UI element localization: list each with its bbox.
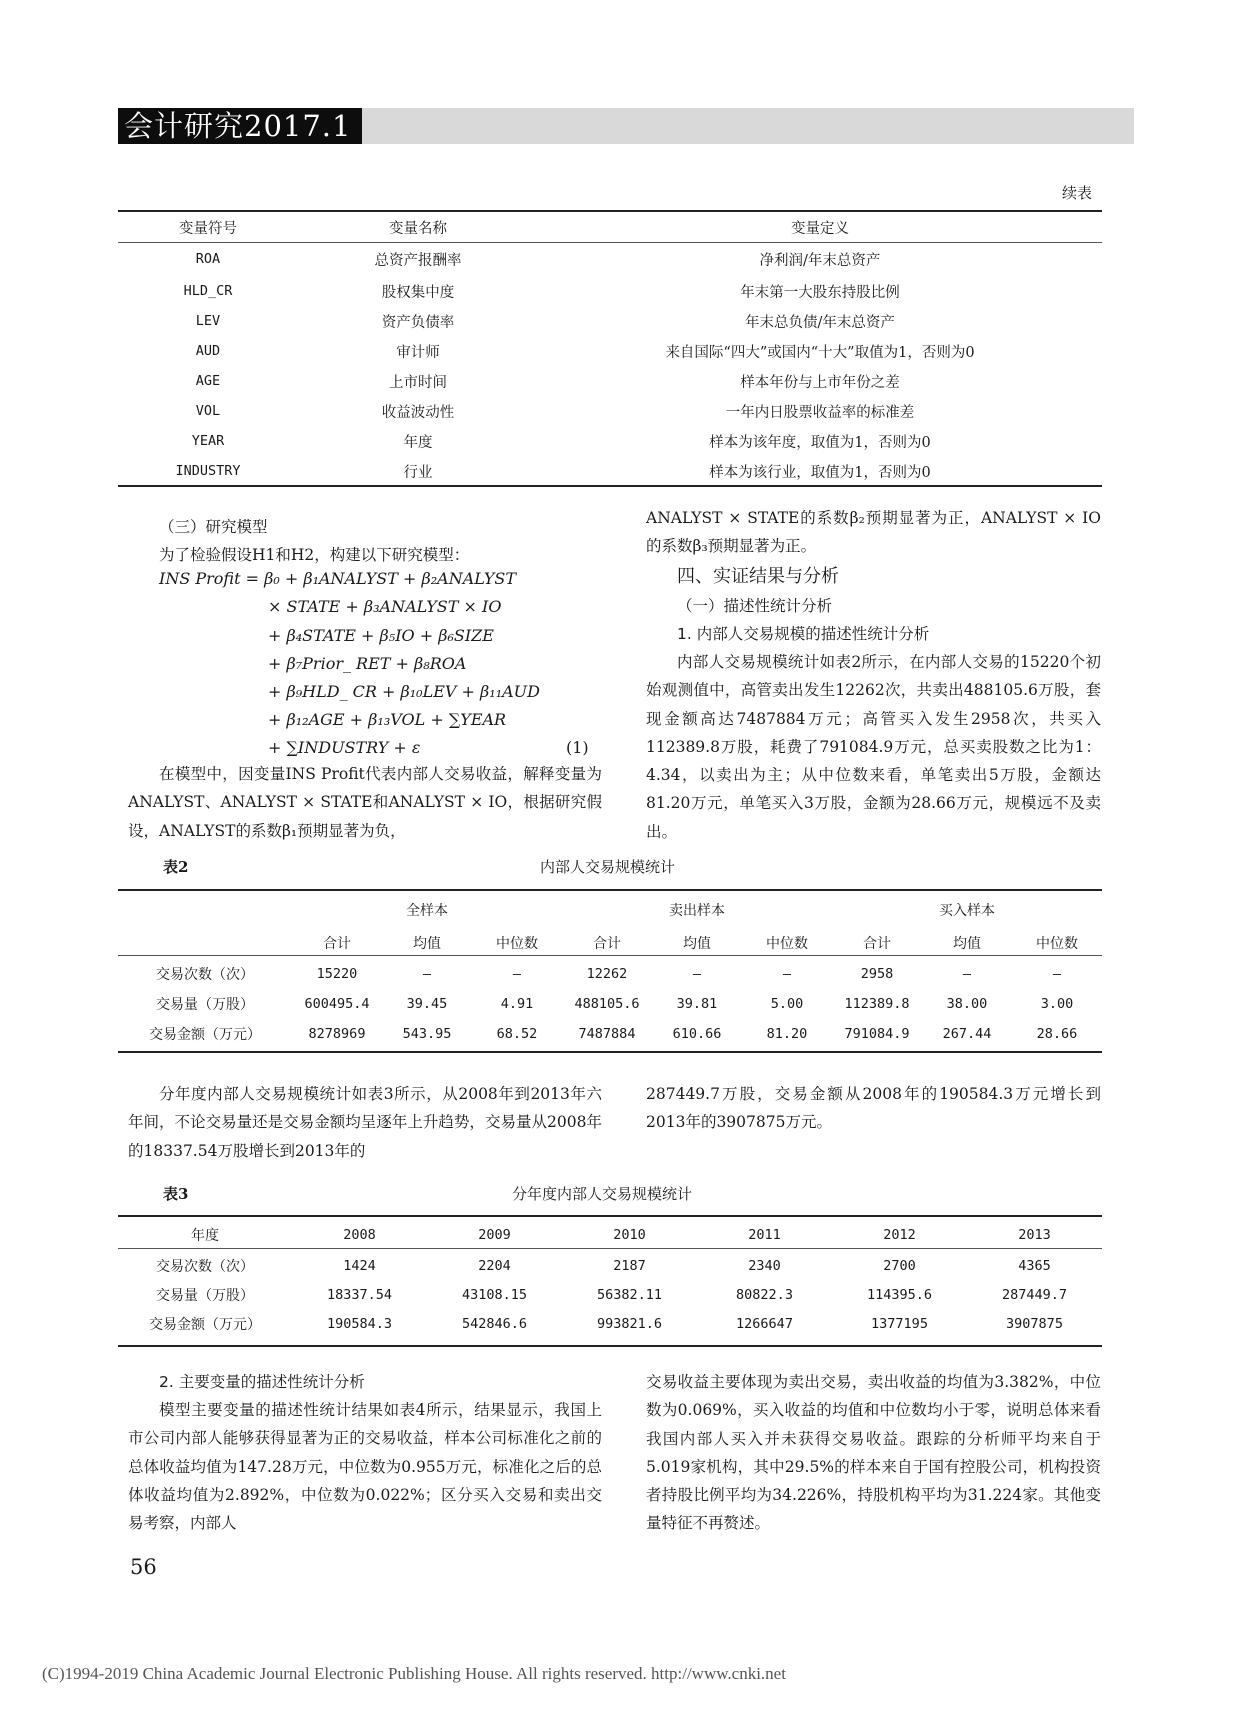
value-cell: 28.66 bbox=[1036, 1026, 1078, 1042]
insider-trade-scale-table bbox=[118, 893, 1102, 1049]
variable-definition-cell: 样本年份与上市年份之差 bbox=[740, 374, 900, 391]
table3-title: 分年度内部人交易规模统计 bbox=[512, 1185, 693, 1203]
table-header-row bbox=[118, 1219, 1102, 1251]
table-row bbox=[118, 366, 1102, 396]
table3-label: 表3 bbox=[163, 1185, 189, 1203]
value-cell: 81.20 bbox=[766, 1026, 808, 1042]
value-cell: 4.91 bbox=[500, 996, 534, 1012]
table-row bbox=[118, 276, 1102, 306]
value-cell: 610.66 bbox=[672, 1026, 722, 1042]
equation-number: (1) bbox=[566, 738, 589, 757]
value-cell: 114395.6 bbox=[866, 1286, 933, 1303]
value-cell: 543.95 bbox=[402, 1026, 452, 1042]
subsection-heading-main-variables: 2. 主要变量的描述性统计分析 bbox=[159, 1373, 365, 1391]
row-label-cell: 交易次数（次） bbox=[156, 967, 254, 983]
value-cell: — bbox=[422, 966, 432, 982]
variable-definition-cell: 样本为该年度，取值为1，否则为0 bbox=[709, 434, 931, 451]
variable-definition-cell: 年末第一大股东持股比例 bbox=[740, 284, 900, 301]
header-cell: 变量定义 bbox=[791, 220, 849, 237]
subheader-cell: 中位数 bbox=[766, 935, 808, 952]
value-cell: 2700 bbox=[883, 1257, 916, 1274]
row-label-cell: 交易量（万股） bbox=[156, 997, 254, 1013]
row-label-cell: 交易次数（次） bbox=[156, 1258, 254, 1275]
value-cell: 791084.9 bbox=[844, 1026, 910, 1042]
table-row bbox=[118, 989, 1102, 1019]
table-row bbox=[118, 959, 1102, 989]
variable-symbol-cell: AGE bbox=[195, 373, 221, 389]
variable-symbol-cell: VOL bbox=[195, 403, 221, 419]
model-intro: 为了检验假设H1和H2，构建以下研究模型： bbox=[159, 546, 470, 564]
header-cell: 变量名称 bbox=[389, 220, 447, 237]
variable-definition-cell: 一年内日股票收益率的标准差 bbox=[725, 404, 915, 421]
variable-definition-cell: 来自国际“四大”或国内“十大”取值为1，否则为0 bbox=[665, 344, 975, 361]
value-cell: 39.45 bbox=[406, 996, 448, 1012]
variable-symbol-cell: LEV bbox=[195, 313, 221, 329]
value-cell: 1424 bbox=[343, 1257, 376, 1274]
yearly-stats-paragraph-right: 287449.7万股，交易金额从2008年的190584.3万元增长到2013年的3907875万元。 bbox=[646, 1085, 1101, 1132]
value-cell: 39.81 bbox=[676, 996, 718, 1012]
value-cell: 993821.6 bbox=[596, 1315, 663, 1332]
value-cell: 600495.4 bbox=[304, 996, 370, 1012]
header-cell: 变量符号 bbox=[179, 220, 237, 237]
trade-scale-paragraph: 内部人交易规模统计如表2所示，在内部人交易的15220个初始观测值中，高管卖出发生12262次，共卖出488105.6万股，套现金额高达7487884万元；高管买入发生2958次，共买入112389.8万股，耗费了791084.9万元，总买卖股数之比为1：4.34，以卖出为主；从中位数来看，单笔卖出5万股，金额达81.20万元，单笔买入3万股，金额为28.66万元，规模远不及卖出。 bbox=[646, 653, 1101, 841]
journal-title: 会计研究2017.1 bbox=[118, 108, 362, 144]
table2-bottom-rule bbox=[118, 1051, 1102, 1053]
value-cell: 267.44 bbox=[942, 1026, 992, 1042]
main-variables-paragraph-right: 交易收益主要体现为卖出交易，卖出收益的均值为3.382%，中位数为0.069%，买入收益的均值和中位数均小于零，说明总体来看我国内部人买入并未获得交易收益。跟踪的分析师平均来自于5.019家机构，其中29.5%的样本来自于国有控股公司，机构投资者持股比例平均为34.226%，持股机构平均为31.224家。其他变量特征不再赘述。 bbox=[646, 1373, 1101, 1533]
value-cell: 190584.3 bbox=[326, 1315, 393, 1332]
subheader-cell: 均值 bbox=[413, 935, 441, 952]
table3-bottom-rule bbox=[118, 1345, 1102, 1347]
variable-symbol-cell: INDUSTRY bbox=[175, 463, 241, 479]
value-cell: — bbox=[512, 966, 522, 982]
yearly-stats-paragraph-left: 分年度内部人交易规模统计如表3所示，从2008年到2013年六年间，不论交易量还是交易金额均呈逐年上升趋势，交易量从2008年的18337.54万股增长到2013年的 bbox=[128, 1085, 602, 1160]
value-cell: 2340 bbox=[748, 1257, 781, 1274]
subheader-cell: 中位数 bbox=[1036, 935, 1078, 952]
subheader-cell: 合计 bbox=[323, 935, 351, 952]
table3-header-rule bbox=[118, 1248, 1102, 1249]
value-cell: 2187 bbox=[613, 1257, 646, 1274]
table-row bbox=[118, 426, 1102, 456]
header-cell: 2010 bbox=[613, 1227, 646, 1243]
header-cell: 2011 bbox=[748, 1227, 781, 1243]
table2-label: 表2 bbox=[163, 858, 189, 876]
coefficient-expectation-paragraph: ANALYST × STATE的系数β₂预期显著为正，ANALYST × IO的系数β₃预期显著为正。 bbox=[646, 509, 1101, 556]
variable-definition-table bbox=[118, 212, 1102, 486]
main-variables-paragraph-left: 模型主要变量的描述性统计结果如表4所示，结果显示，我国上市公司内部人能够获得显著为正的交易收益，样本公司标准化之前的总体收益均值为147.28万元，中位数为0.955万元，标准化之后的总体收益均值为2.892%，中位数为0.022%；区分买入交易和卖出交易考察，内部人 bbox=[128, 1401, 602, 1533]
variable-definition-cell: 净利润/年末总资产 bbox=[759, 252, 881, 269]
value-cell: — bbox=[962, 966, 972, 982]
subheader-cell: 合计 bbox=[593, 935, 621, 952]
header-cell: 2012 bbox=[883, 1227, 916, 1243]
header-cell: 2013 bbox=[1018, 1227, 1051, 1243]
header-cell: 年度 bbox=[191, 1228, 219, 1244]
variable-symbol-cell: AUD bbox=[195, 343, 221, 359]
value-cell: 1377195 bbox=[871, 1315, 928, 1332]
yearly-trade-scale-table bbox=[118, 1219, 1102, 1338]
section-heading-research-model: （三）研究模型 bbox=[159, 518, 268, 536]
table-row bbox=[118, 456, 1102, 486]
header-cell: 2009 bbox=[478, 1227, 511, 1243]
table2-top-rule bbox=[118, 889, 1102, 891]
subheader-cell: 中位数 bbox=[496, 935, 538, 952]
table-row bbox=[118, 1280, 1102, 1309]
value-cell: 8278969 bbox=[308, 1026, 366, 1042]
variable-symbol-cell: YEAR bbox=[191, 433, 225, 449]
table-row bbox=[118, 1309, 1102, 1338]
header-cell: 2008 bbox=[343, 1227, 376, 1243]
page-number: 56 bbox=[130, 1555, 157, 1579]
table1-bottom-rule bbox=[118, 485, 1102, 487]
subheader-cell: 均值 bbox=[683, 935, 711, 952]
value-cell: 4365 bbox=[1018, 1257, 1051, 1274]
value-cell: 80822.3 bbox=[736, 1286, 793, 1303]
value-cell: 38.00 bbox=[946, 996, 988, 1012]
variable-definition-cell: 样本为该行业，取值为1，否则为0 bbox=[709, 464, 931, 481]
value-cell: 68.52 bbox=[496, 1026, 538, 1042]
equation-line: + β₄STATE + β₅IO + β₆SIZE bbox=[268, 626, 494, 645]
value-cell: 43108.15 bbox=[461, 1286, 528, 1303]
variable-symbol-cell: ROA bbox=[195, 251, 221, 267]
table-row bbox=[118, 306, 1102, 336]
equation-line: + β₇Prior_ RET + β₈ROA bbox=[268, 654, 467, 673]
variable-name-cell: 资产负债率 bbox=[381, 314, 455, 331]
table-row bbox=[118, 1019, 1102, 1049]
table-row bbox=[118, 242, 1102, 276]
value-cell: 56382.11 bbox=[596, 1286, 663, 1303]
variable-name-cell: 股权集中度 bbox=[381, 284, 455, 301]
table1-header-rule bbox=[118, 242, 1102, 243]
subsection-heading-trade-scale: 1. 内部人交易规模的描述性统计分析 bbox=[677, 625, 930, 643]
equation-line: + ∑INDUSTRY + ε bbox=[268, 738, 421, 757]
subsection-heading-descriptive: （一）描述性统计分析 bbox=[677, 597, 833, 615]
table3-top-rule bbox=[118, 1215, 1102, 1217]
equation-line: + β₉HLD_ CR + β₁₀LEV + β₁₁AUD bbox=[268, 682, 540, 701]
table2-title: 内部人交易规模统计 bbox=[540, 858, 676, 876]
variable-name-cell: 总资产报酬率 bbox=[374, 252, 462, 269]
equation-line: × STATE + β₃ANALYST × IO bbox=[268, 597, 502, 616]
row-label-cell: 交易量（万股） bbox=[156, 1287, 254, 1304]
variable-symbol-cell: HLD_CR bbox=[183, 283, 233, 299]
value-cell: — bbox=[692, 966, 702, 982]
group-header: 全样本 bbox=[406, 902, 448, 919]
model-explanation-paragraph: 在模型中，因变量INS Profit代表内部人交易收益，解释变量为ANALYST、ANALYST × STATE和ANALYST × IO，根据研究假设，ANALYST的系数β₁预期显著为负， bbox=[128, 765, 602, 840]
value-cell: 3.00 bbox=[1040, 996, 1074, 1012]
value-cell: 12262 bbox=[586, 966, 628, 982]
value-cell: 542846.6 bbox=[461, 1315, 528, 1332]
section-heading-empirical-results: 四、实证结果与分析 bbox=[677, 566, 839, 587]
table-continued-label: 续表 bbox=[1061, 184, 1092, 202]
value-cell: 287449.7 bbox=[1001, 1286, 1068, 1303]
variable-definition-cell: 年末总负债/年末总资产 bbox=[745, 314, 895, 331]
value-cell: 15220 bbox=[316, 966, 358, 982]
variable-name-cell: 审计师 bbox=[396, 344, 440, 361]
row-label-cell: 交易金额（万元） bbox=[149, 1316, 261, 1333]
table-row bbox=[118, 396, 1102, 426]
value-cell: 7487884 bbox=[578, 1026, 636, 1042]
table2-header-rule bbox=[118, 955, 1102, 956]
equation-line: INS Profit = β₀ + β₁ANALYST + β₂ANALYST bbox=[159, 569, 517, 588]
copyright-footer: (C)1994-2019 China Academic Journal Electronic Publishing House. All rights reserved. http://www.cnki.net bbox=[42, 1664, 786, 1683]
value-cell: 2204 bbox=[478, 1257, 511, 1274]
variable-name-cell: 行业 bbox=[403, 464, 433, 481]
value-cell: 1266647 bbox=[736, 1315, 793, 1332]
equation-line: + β₁₂AGE + β₁₃VOL + ∑YEAR bbox=[268, 710, 507, 729]
variable-name-cell: 年度 bbox=[403, 434, 433, 451]
table-row bbox=[118, 336, 1102, 366]
row-label-cell: 交易金额（万元） bbox=[149, 1027, 261, 1043]
variable-name-cell: 上市时间 bbox=[389, 374, 447, 391]
value-cell: — bbox=[782, 966, 792, 982]
group-header: 卖出样本 bbox=[669, 902, 725, 919]
value-cell: 3907875 bbox=[1006, 1315, 1063, 1332]
subheader-cell: 合计 bbox=[863, 935, 891, 952]
value-cell: 488105.6 bbox=[574, 996, 640, 1012]
group-header: 买入样本 bbox=[939, 902, 995, 919]
table-header-row bbox=[118, 212, 1102, 242]
value-cell: 2958 bbox=[860, 966, 894, 982]
value-cell: 18337.54 bbox=[326, 1286, 393, 1303]
table-row bbox=[118, 1251, 1102, 1280]
variable-name-cell: 收益波动性 bbox=[381, 404, 455, 421]
value-cell: — bbox=[1052, 966, 1062, 982]
value-cell: 112389.8 bbox=[844, 996, 910, 1012]
value-cell: 5.00 bbox=[770, 996, 804, 1012]
subheader-cell: 均值 bbox=[953, 935, 981, 952]
